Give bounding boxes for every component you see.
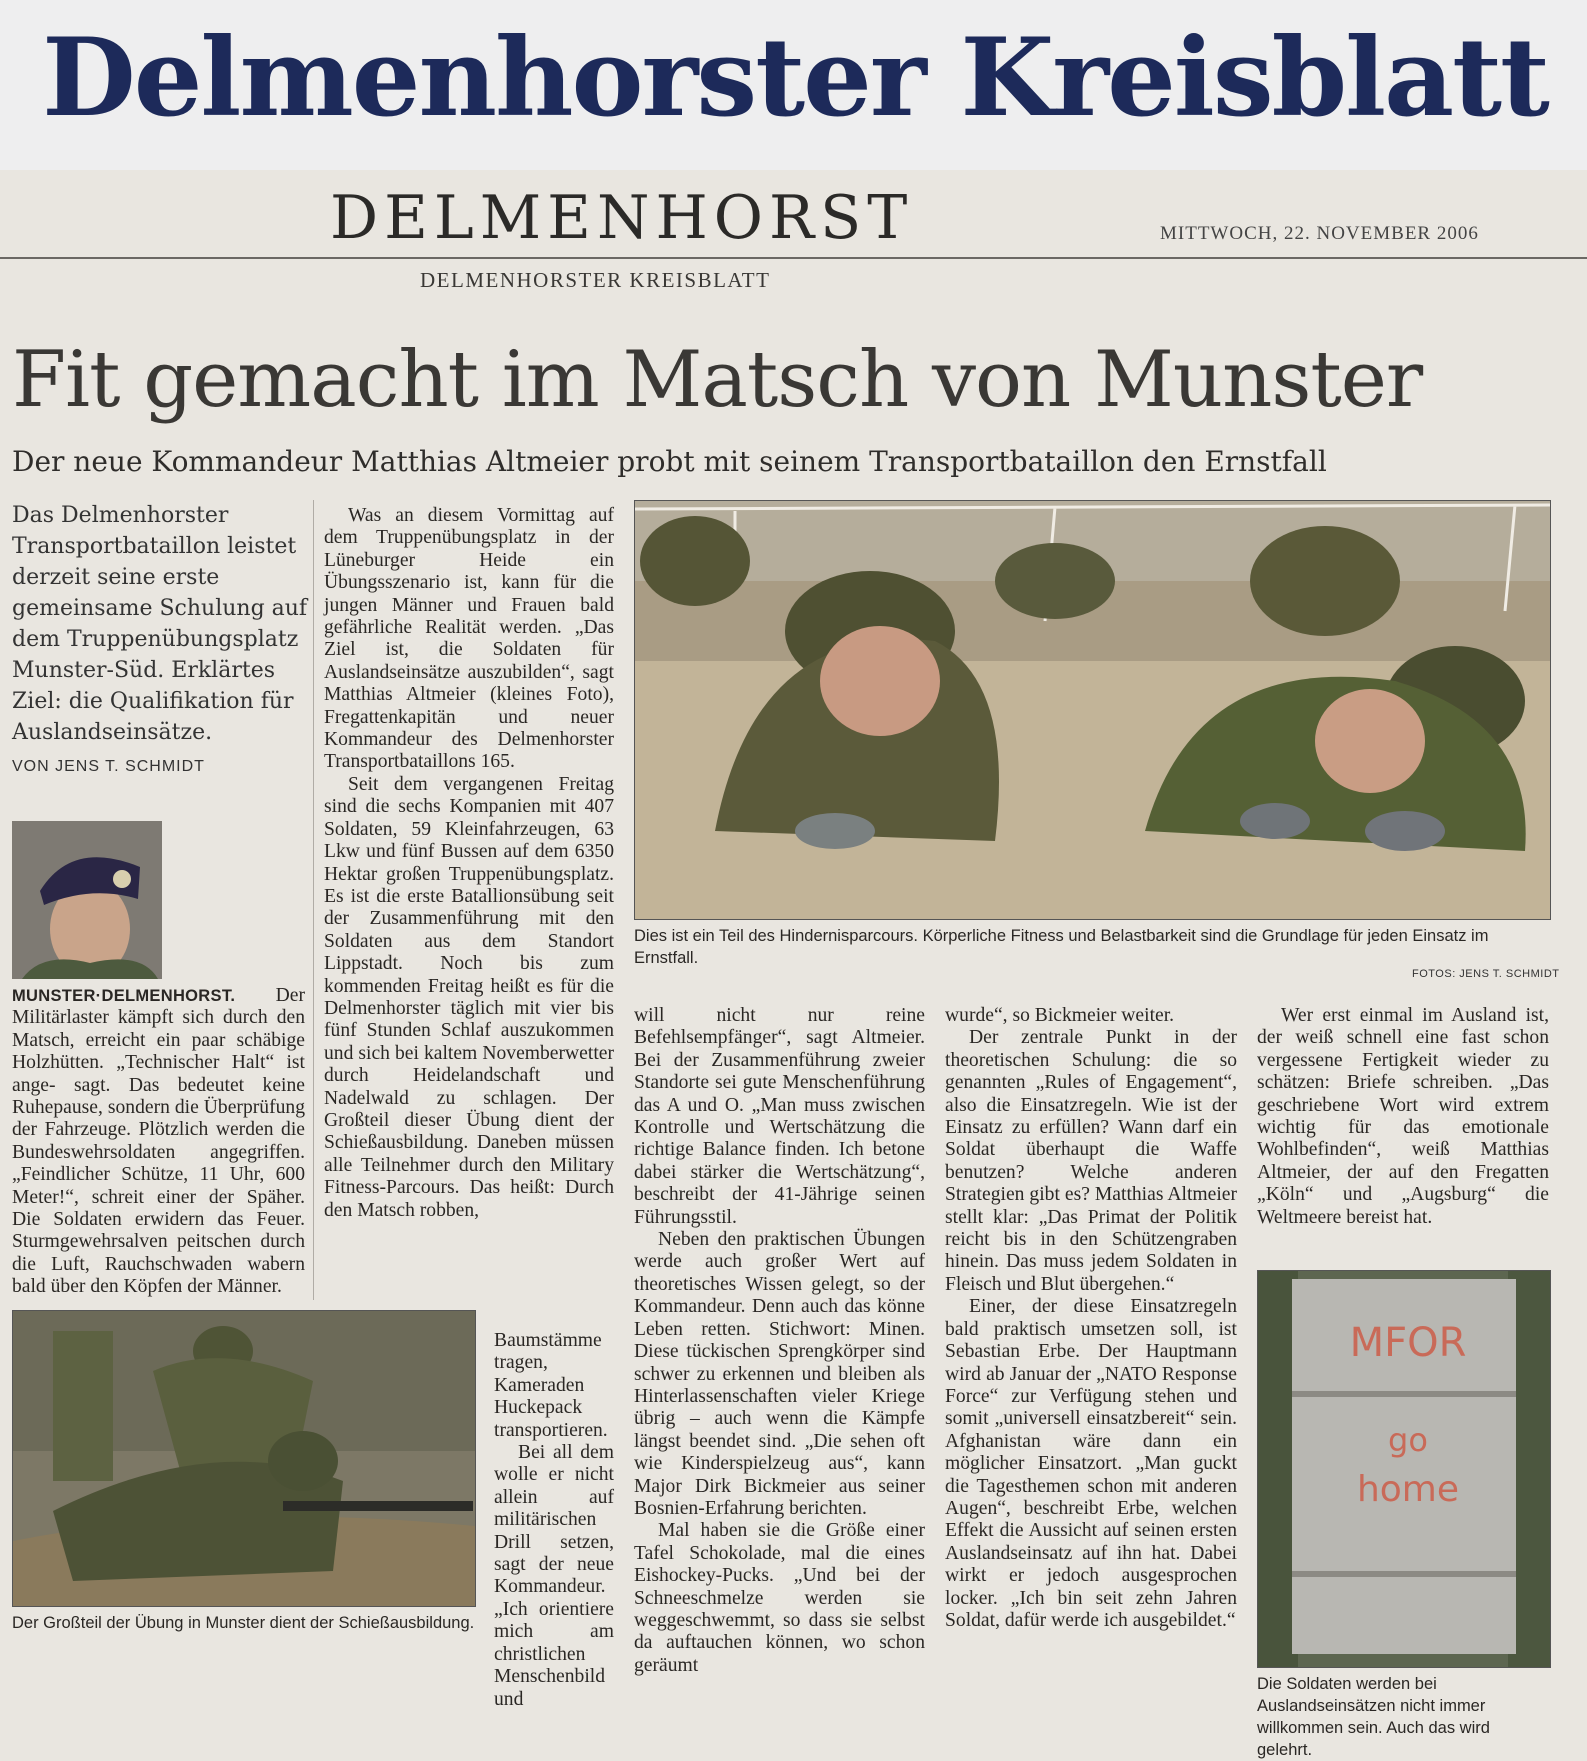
column-2-narrow-text-2: Bei all dem wolle er nicht allein auf militärischen Drill setzen, sagt der neue Kommandeur. „Ich orientiere mich am christlichen Menschenbild und bbox=[494, 1442, 614, 1710]
shooting-photo bbox=[12, 1310, 476, 1607]
article-intro: Das Delmenhorster Transportbataillon leistet derzeit seine erste gemeinsame Schulung auf dem Truppenübungsplatz Munster-Süd. Erklärtes Ziel: die Qualifikation für Auslandseinsätze. bbox=[12, 503, 308, 745]
column-5-paragraph-1: Wer erst einmal im Ausland ist, der weiß schnell eine fast schon vergessene Fertigkeit wieder zu schätzen: Briefe schreiben. „Das geschriebene Wort wird extrem wichtig für das emotionale Wohlbefinden“, weiß Matthias Altmeier, der auf den Fregatten „Köln“ und „Augsburg“ die Weltmeere bereist hat. bbox=[1257, 1005, 1549, 1228]
graffiti-wall-image bbox=[1258, 1271, 1550, 1667]
column-3-paragraph-2: Neben den praktischen Übungen werde auch großer Wert auf theoretisches Wissen gelegt, so der Kommandeur. Denn auch das könne Leben retten. Stichwort: Minen. Diese tückischen Sprengkörper sind schwer zu erkennen und bleiben als Hinterlassenschaften vieler Kriege übrig – auch wenn die Kämpfe längst beendet sind. „Die sehen oft wie Kinderspielzeug aus“, kann Major Dirk Bickmeier aus seiner Bosnien-Erfahrung berichten. bbox=[634, 1229, 925, 1519]
column-3 bbox=[634, 1005, 925, 1677]
dateline: MUNSTER·DELMENHORST. bbox=[12, 987, 236, 1005]
divider bbox=[0, 257, 1587, 259]
graffiti-text-2: go bbox=[1388, 1421, 1428, 1459]
column-3-paragraph-1: will nicht nur reine Befehlsempfänger“, sagt Altmeier. Bei der Zusammenführung zweier Standorte sei gute Menschenführung das A und O. „Man muss zwischen Kontrolle und Wertschätzung die richtige Balance finden. Ich betone dabei stärker die Wertschätzung“, beschreibt der 41-Jährige seinen Führungsstil. bbox=[634, 1005, 925, 1228]
column-2-narrow-text: Baumstämme tragen, Kameraden Huckepack transportieren. bbox=[494, 1330, 608, 1441]
column-2-paragraph-2: Seit dem vergangenen Freitag sind die sechs Kompanien mit 407 Soldaten, 59 Kleinfahrzeugen, 63 Lkw und fünf Bussen auf dem 6350 Hektar großen Truppenübungsplatz. Es ist die erste Batallionsübung seit der Zusammenführung mit den Soldaten aus dem Standort Lippstadt. Noch bis zum kommenden Freitag heißt es für die Delmenhorster täglich mit vier bis fünf Stunden Schlaf auszukommen und sich bei kaltem Novemberwetter durch Heidelandschaft und Nadelwald zu schlagen. Der Großteil dieser Übung dient der Schießausbildung. Daneben müssen alle Teilnehmer durch den Military Fitness-Parcours. Das heißt: Durch den Matsch robben, bbox=[324, 773, 614, 1221]
column-3-paragraph-3: Mal haben sie die Größe einer Tafel Schokolade, mal die eines Eishockey-Pucks. „Und bei der Schneeschmelze werden sie weggeschwemmt, so dass sie selbst da auftauchen können, wo schon geräumt bbox=[634, 1520, 925, 1676]
column-2-paragraph-1: Was an diesem Vormittag auf dem Truppenübungsplatz in der Lüneburger Heide ein Übungsszenario ist, kann für die jungen Männer und Frauen bald gefährliche Realität werden. „Das Ziel ist, die Soldaten für Auslandseinsätze auszubilden“, sagt Matthias Altmeier (kleines Foto), Fregattenkapitän und neuer Kommandeur des Delmenhorster Transportbataillons 165. bbox=[324, 505, 614, 773]
photo-credit: FOTOS: JENS T. SCHMIDT bbox=[1412, 968, 1560, 980]
masthead bbox=[0, 0, 1587, 170]
column-4 bbox=[945, 1005, 1237, 1632]
column-4-paragraph-2: Der zentrale Punkt in der theoretischen Schulung: die so genannten „Rules of Engagement“, also die Einsatzregeln. Wie ist der Einsatz zu erfüllen? Wann darf ein Soldat überhaupt die Waffe benutzen? Welche anderen Strategien gibt es? Matthias Altmeier stellt klar: „Das Primat der Politik reicht bis in den Schützengraben hinein. Das muss jedem Soldaten in Fleisch und Blut übergehen.“ bbox=[945, 1027, 1237, 1295]
graffiti-photo bbox=[1257, 1270, 1551, 1668]
graffiti-photo-caption: Die Soldaten werden bei Auslandseinsätzen nicht immer willkommen sein. Auch das wird gelehrt. bbox=[1257, 1675, 1490, 1759]
paper-name: DELMENHORSTER KREISBLATT bbox=[420, 268, 771, 292]
column-1-text: sagt. Das bedeutet keine Ruhepause, sondern die Überprüfung der Fahrzeuge. Plötzlich werden die Bundeswehrsoldaten angegriffen. „Feindlicher Schütze, 11 Uhr, 600 Meter!“, schreit einer der Späher. Die Soldaten erwidern das Feuer. Sturmgewehrsalven peitschen durch die Luft, Rauchschwaden wabern bald über den Köpfen der Männer. bbox=[12, 1074, 305, 1298]
portrait-image bbox=[12, 821, 162, 979]
byline: VON JENS T. SCHMIDT bbox=[12, 758, 205, 775]
section-title: DELMENHORST bbox=[330, 183, 914, 253]
main-photo-caption: Dies ist ein Teil des Hindernisparcours. Körperliche Fitness und Belastbarkeit sind die Grundlage für jeden Einsatz im Ernstfall. bbox=[634, 927, 1489, 967]
column-1 bbox=[12, 797, 305, 1299]
column-2-narrow bbox=[494, 1330, 614, 1711]
column-4-paragraph-1: wurde“, so Bickmeier weiter. bbox=[945, 1005, 1175, 1026]
graffiti-text-3: home bbox=[1356, 1469, 1460, 1510]
column-2 bbox=[324, 505, 614, 1222]
issue-date: MITTWOCH, 22. NOVEMBER 2006 bbox=[1160, 223, 1479, 244]
shooting-photo-caption: Der Großteil der Übung in Munster dient der Schießausbildung. bbox=[12, 1614, 475, 1632]
newspaper-title: Delmenhorster Kreisblatt bbox=[42, 15, 1548, 141]
article-subheadline: Der neue Kommandeur Matthias Altmeier probt mit seinem Transportbataillon den Ernstfall bbox=[12, 445, 1327, 478]
graffiti-text-1: MFOR bbox=[1349, 1320, 1467, 1366]
article-headline: Fit gemacht im Matsch von Munster bbox=[12, 335, 1423, 425]
soldiers-shooting-image bbox=[13, 1311, 475, 1606]
column-4-paragraph-3: Einer, der diese Einsatzregeln bald praktisch umsetzen soll, ist Sebastian Erbe. Der Hauptmann wird ab Januar der „NATO Response Force“ zur Verfügung stehen und somit „universell einsatzbereit“ sein. Afghanistan wäre dann ein möglicher Einsatzort. „Man guckt die Tagesthemen schon mit anderen Augen“, beschreibt Erbe, welchen Effekt die Aussicht auf seinen ersten Auslandseinsatz auf ihn hat. Dabei wirkt er jedoch ausgesprochen locker. „Ich bin seit zehn Jahren Soldat, dafür werde ich ausgebildet.“ bbox=[945, 1296, 1237, 1631]
main-photo bbox=[634, 500, 1551, 920]
column-5 bbox=[1257, 1005, 1549, 1229]
column-1-lead: Der Militärlaster kämpft sich durch den Matsch, erreicht ein paar schäbige Holzhütten. „Technischer Halt“ ist ange- bbox=[12, 985, 305, 1096]
soldiers-crawling-image bbox=[635, 501, 1550, 919]
column-divider bbox=[313, 500, 314, 1300]
portrait-photo bbox=[12, 821, 162, 983]
